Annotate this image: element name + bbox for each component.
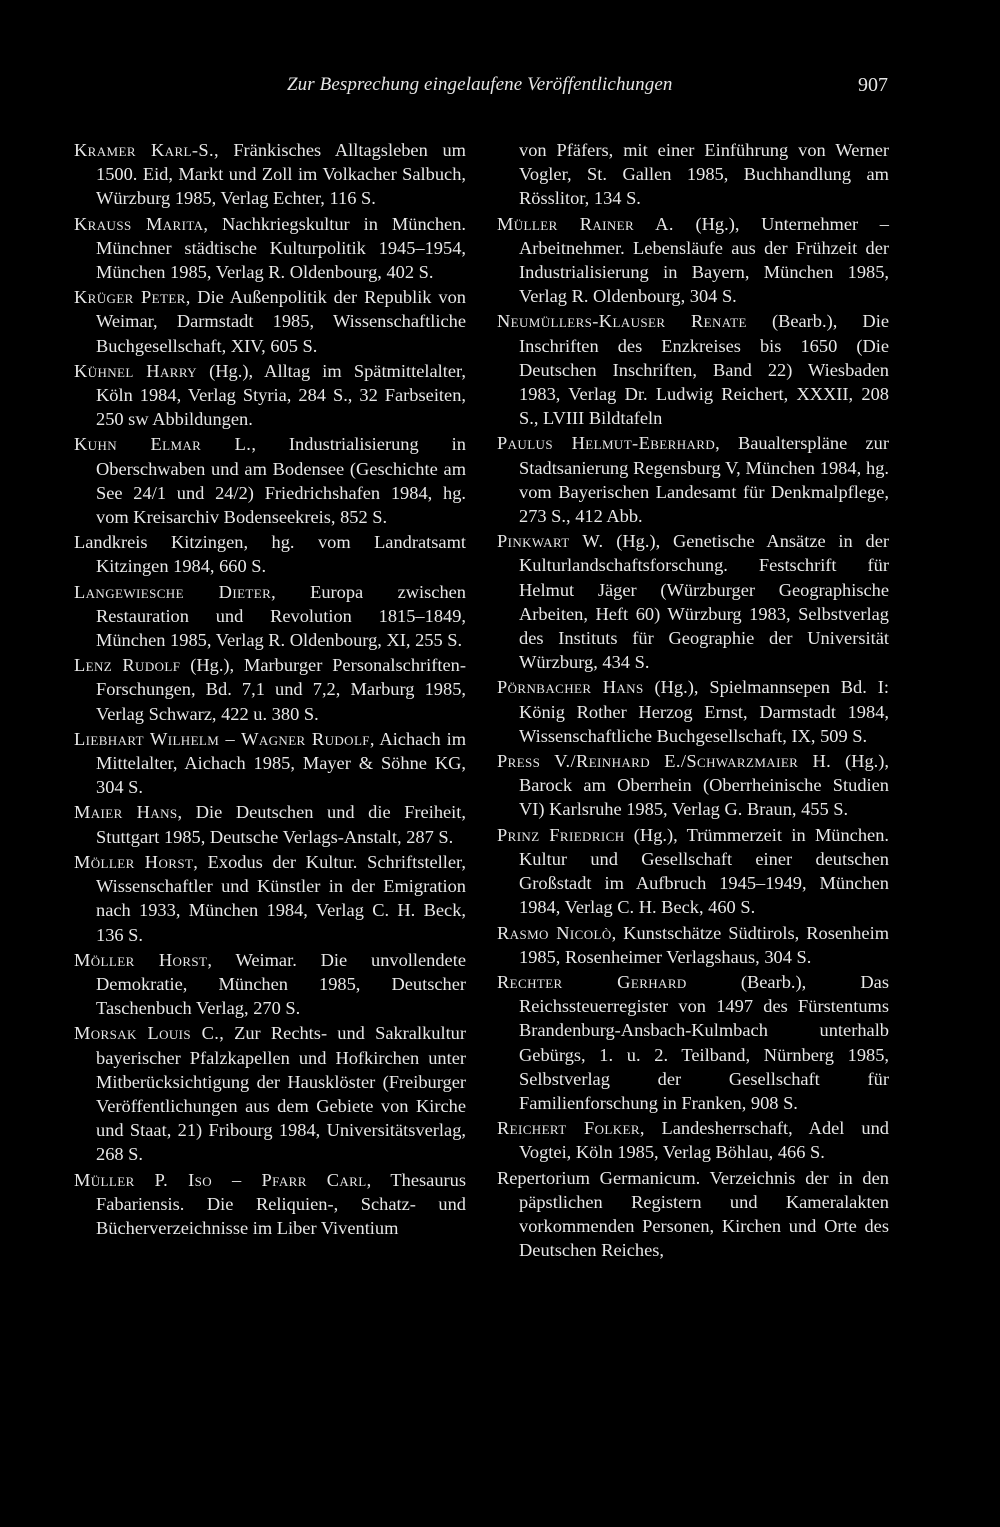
bibliography-entry [497, 1166, 889, 1263]
entry-text: , Die Deutschen und die Freiheit, Stuttgart 1985, Deutsche Verlags-Anstalt, 287 S. [96, 802, 466, 847]
entry-text: Repertorium Germanicum. Verzeichnis der in den päpstlichen Registern und Kameralakten vorkommenden Personen, Kirchen und Orte des Deutschen Reiches, [497, 1167, 889, 1261]
bibliography-entry [74, 1021, 466, 1166]
entry-text: (Hg.), Genetische Ansätze in der Kulturlandschaftsforschung. Festschrift für Helmut Jäger (Würzburger Geographische Arbeiten, Heft 60) Würzburg 1983, Selbstverlag des Instituts für Geographie der Universität Würzburg, 434 S. [519, 531, 889, 673]
entry-text: (Bearb.), Die Inschriften des Enzkreises bis 1650 (Die Deutschen Inschriften, Band 22) Wiesbaden 1983, Verlag Dr. Ludwig Reichert, XXXII, 208 S., LVIII Bildtafeln [519, 311, 889, 429]
bibliography-entry [74, 727, 466, 800]
bibliography-entry [74, 359, 466, 432]
entry-author: Kramer Karl-S. [74, 140, 215, 160]
bibliography-entry [74, 138, 466, 211]
bibliography-entry [497, 309, 889, 430]
entry-author: Maier Hans [74, 802, 178, 823]
entry-text: (Hg.), Alltag im Spätmittelalter, Köln 1984, Verlag Styria, 284 S., 32 Farbseiten, 250 sw Abbildungen. [96, 360, 466, 430]
entry-text: , Europa zwischen Restauration und Revolution 1815–1849, München 1985, Verlag R. Oldenbourg, XI, 255 S. [96, 581, 466, 651]
entry-author: Press V./Reinhard E./Schwarzmaier H. [497, 751, 832, 772]
bibliography-entry [74, 285, 466, 358]
bibliography-entry [74, 212, 466, 285]
entry-text: , Fränkisches Alltagsleben um 1500. Eid, Markt und Zoll im Volkacher Salbuch, Würzburg 1985, Verlag Echter, 116 S. [96, 140, 466, 209]
bibliography-entry [497, 675, 889, 748]
bibliography-entry [497, 431, 889, 528]
entry-author: Möller Horst [74, 949, 208, 970]
bibliography-entry [74, 850, 466, 947]
entry-text: (Hg.), Spielmannsepen Bd. I: König Rother Herzog Ernst, Darmstadt 1984, Wissenschaftliche Buchgesellschaft, IX, 509 S. [519, 677, 889, 746]
entry-text: , Kunstschätze Südtirols, Rosenheim 1985, Rosenheimer Verlagshaus, 304 S. [519, 922, 889, 967]
running-title: Zur Besprechung eingelaufene Veröffentlichungen [287, 74, 673, 95]
entry-text: (Bearb.), Das Reichssteuerregister von 1497 des Fürstentums Brandenburg-Ansbach-Kulmbach unterhalb Gebürgs, 1. u. 2. Teilband, Nürnberg 1985, Selbstverlag der Gesellschaft für Familienforschung in Franken, 908 S. [519, 971, 889, 1113]
entry-text: (Hg.), Marburger Personalschriften-Forschungen, Bd. 7,1 und 7,2, Marburg 1985, Verlag Schwarz, 422 u. 380 S. [96, 655, 466, 724]
entry-author: Möller Horst [74, 851, 194, 872]
bibliography-entry [497, 749, 889, 822]
entry-text: Landkreis Kitzingen, hg. vom Landratsamt Kitzingen 1984, 660 S. [74, 532, 466, 577]
entry-author: Rechter Gerhard [497, 971, 687, 992]
bibliography-entry [497, 138, 889, 211]
entry-text: , Exodus der Kultur. Schriftsteller, Wissenschaftler und Künstler in der Emigration nach 1933, München 1984, Verlag C. H. Beck, 136 S. [96, 851, 466, 945]
bibliography-entry [74, 800, 466, 848]
entry-author: Pinkwart W. [497, 531, 604, 552]
entry-author: Paulus Helmut-Eberhard [497, 433, 716, 454]
left-column [74, 138, 466, 1241]
entry-author: Rasmo Nicolò [497, 922, 612, 943]
bibliography-entry [74, 530, 466, 578]
entry-author: Morsak Louis C. [74, 1023, 220, 1044]
entry-text: , Aichach im Mittelalter, Aichach 1985, Mayer & Söhne KG, 304 S. [96, 728, 466, 798]
entry-author: Prinz Friedrich [497, 824, 625, 845]
entry-author: Kuhn Elmar L. [74, 434, 252, 455]
entry-text: , Zur Rechts- und Sakralkultur bayerischer Pfalzkapellen und Hofkirchen unter Mitberücksichtigung der Hausklöster (Freiburger Veröffentlichungen aus dem Gebiete von Kirche und Staat, 21) Fribourg 1984, Universitätsverlag, 268 S. [96, 1023, 467, 1165]
entry-author: Müller P. Iso – Pfarr Carl [74, 1169, 367, 1190]
entry-author: Lenz Rudolf [74, 655, 181, 676]
entry-text: , Die Außenpolitik der Republik von Weimar, Darmstadt 1985, Wissenschaftliche Buchgesellschaft, XIV, 605 S. [96, 287, 466, 356]
bibliography-entry [497, 823, 889, 920]
bibliography-entry [497, 529, 889, 674]
bibliography-entry [74, 1168, 466, 1241]
entry-text: , Thesaurus Fabariensis. Die Reliquien-, Schatz- und Bücherverzeichnisse im Liber Viventium [96, 1169, 466, 1238]
bibliography-entry [74, 653, 466, 726]
entry-text: , Industrialisierung in Oberschwaben und am Bodensee (Geschichte am See 24/1 und 24/2) Friedrichshafen 1984, hg. vom Kreisarchiv Bodenseekreis, 852 S. [96, 434, 466, 528]
bibliography-entry [497, 1116, 889, 1164]
entry-text: , Baualterspläne zur Stadtsanierung Regensburg V, München 1984, hg. vom Bayerischen Landesamt für Denkmalpflege, 273 S., 412 Abb. [519, 433, 889, 527]
entry-author: Langewiesche Dieter [74, 581, 272, 602]
entry-author: Liebhart Wilhelm – Wagner Rudolf [74, 728, 370, 749]
bibliography-entry [497, 970, 889, 1115]
entry-text: (Hg.), Trümmerzeit in München. Kultur und Gesellschaft einer deutschen Großstadt im Aufbruch 1945–1949, München 1984, Verlag C. H. Beck, 460 S. [519, 824, 889, 918]
page-header [0, 74, 1000, 104]
entry-author: Kühnel Harry [74, 360, 197, 381]
entry-author: Müller Rainer A. [497, 213, 674, 234]
bibliography-entry [74, 432, 466, 529]
entry-text: , Landesherrschaft, Adel und Vogtei, Köln 1985, Verlag Böhlau, 466 S. [519, 1118, 889, 1163]
bibliography-entry [497, 212, 889, 309]
entry-text: von Pfäfers, mit einer Einführung von Werner Vogler, St. Gallen 1985, Buchhandlung am Rösslitor, 134 S. [519, 140, 889, 209]
entry-text: (Hg.), Barock am Oberrhein (Oberrheinische Studien VI) Karlsruhe 1985, Verlag G. Braun, 455 S. [519, 751, 889, 820]
entry-author: Krüger Peter [74, 287, 186, 308]
entry-text: , Weimar. Die unvollendete Demokratie, München 1985, Deutscher Taschenbuch Verlag, 270 S. [96, 949, 466, 1019]
bibliography-entry [497, 921, 889, 969]
entry-text: , Nachkriegskultur in München. Münchner städtische Kulturpolitik 1945–1954, München 1985, Verlag R. Oldenbourg, 402 S. [96, 213, 466, 283]
page-number: 907 [858, 74, 888, 96]
bibliography-entry [74, 580, 466, 653]
bibliography-entry [74, 948, 466, 1021]
entry-text: (Hg.), Unternehmer – Arbeitnehmer. Lebensläufe aus der Frühzeit der Industrialisierung in Bayern, München 1985, Verlag R. Oldenbourg, 304 S. [519, 213, 889, 307]
right-column [497, 138, 889, 1263]
entry-author: Krauss Marita [74, 213, 204, 234]
entry-author: Pörnbacher Hans [497, 677, 644, 698]
entry-author: Reichert Folker [497, 1118, 640, 1139]
entry-author: Neumüllers-Klauser Renate [497, 311, 747, 332]
